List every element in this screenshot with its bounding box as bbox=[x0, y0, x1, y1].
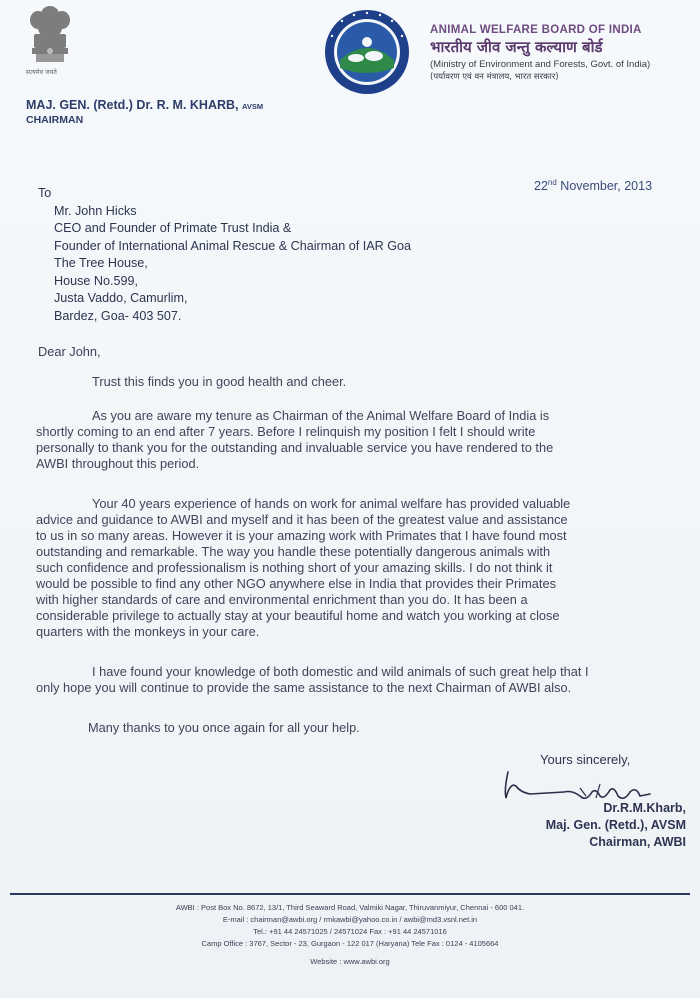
date-suffix: nd bbox=[547, 178, 557, 187]
paragraph-line: As you are aware my tenure as Chairman of the Animal Welfare Board of India is bbox=[92, 408, 550, 423]
salutation: Dear John, bbox=[38, 344, 101, 359]
address-line: Justa Vaddo, Camurlim, bbox=[54, 291, 188, 305]
closing: Yours sincerely, bbox=[540, 752, 631, 767]
recipient-address bbox=[38, 185, 411, 325]
paragraph-3 bbox=[36, 496, 676, 640]
address-line: The Tree House, bbox=[54, 256, 148, 270]
footer-contact bbox=[0, 902, 700, 968]
footer-address: AWBI : Post Box No. 8672, 13/1, Third Seaward Road, Valmiki Nagar, Thiruvanmiyur, Chennai - 600 041. bbox=[175, 903, 525, 912]
signatory-name: Dr.R.M.Kharb, bbox=[603, 801, 686, 815]
footer-camp-office: Camp Office : 3767, Sector - 23, Gurgaon - 122 017 (Haryana) Tele Fax : 0124 - 4105664 bbox=[201, 939, 499, 948]
address-line: CEO and Founder of Primate Trust India & bbox=[54, 221, 292, 235]
paragraph-line: considerable privilege to actually stay at your beautiful home and watch you working at close bbox=[36, 608, 560, 623]
footer-website: Website : www.awbi.org bbox=[310, 957, 390, 966]
address-line: Mr. John Hicks bbox=[54, 203, 137, 218]
date-day: 22 bbox=[534, 179, 548, 194]
signatory-rank: Maj. Gen. (Retd.), AVSM bbox=[545, 818, 686, 832]
footer-divider bbox=[10, 893, 690, 895]
footer-email: E-mail : chairman@awbi.org / rmkawbi@yahoo.co.in / awbi@md3.vsnl.net.in bbox=[222, 915, 478, 924]
address-line: To bbox=[38, 186, 52, 200]
paragraph-line: quarters with the monkeys in your care. bbox=[36, 624, 260, 639]
date-rest: November, 2013 bbox=[560, 179, 653, 194]
chairman-title: CHAIRMAN bbox=[26, 114, 84, 126]
paragraph-line: Your 40 years experience of hands on work for animal welfare has provided valuable bbox=[92, 496, 571, 511]
paragraph-line: AWBI throughout this period. bbox=[36, 456, 200, 471]
address-line: Founder of International Animal Rescue & Chairman of IAR Goa bbox=[54, 238, 412, 253]
chairman-name-text: MAJ. GEN. (Retd.) Dr. R. M. KHARB, bbox=[26, 98, 239, 112]
footer-phone: Tel.: +91 44 24571025 / 24571024 Fax : +91 44 24571016 bbox=[253, 927, 447, 936]
letter-date bbox=[534, 178, 652, 193]
paragraph-line: with higher standards of care and environmental enrichment than you do. It has been a bbox=[36, 592, 528, 607]
paragraph-line: to us in so many areas. However it is your amazing work with Primates that I have found most bbox=[36, 528, 567, 543]
emblem-caption: सत्यमेव जयते bbox=[26, 70, 58, 76]
paragraph-1 bbox=[36, 374, 676, 390]
awbi-logo-icon bbox=[322, 8, 412, 96]
signatory-block bbox=[510, 800, 686, 851]
paragraph-line: Many thanks to you once again for all your help. bbox=[88, 720, 360, 735]
org-name-hindi: भारतीय जीव जन्तु कल्याण बोर्ड bbox=[430, 38, 603, 56]
paragraph-line: personally to thank you for the outstanding and invaluable service you have rendered to the bbox=[36, 440, 554, 455]
paragraph-line: Trust this finds you in good health and cheer. bbox=[92, 374, 347, 389]
ministry-line: (Ministry of Environment and Forests, Govt. of India) bbox=[430, 59, 651, 70]
paragraph-line: advice and guidance to AWBI and myself and it has been of the greatest value and assistance bbox=[36, 512, 568, 527]
address-line: Bardez, Goa- 403 507. bbox=[54, 308, 182, 323]
paragraph-line: such confidence and professionalism is nothing short of your amazing skills. I do not think it bbox=[36, 560, 553, 575]
paragraph-line: outstanding and remarkable. The way you handle these potentially dangerous animals with bbox=[36, 544, 551, 559]
ministry-line-hindi: (पर्यावरण एवं वन मंत्रालय, भारत सरकार) bbox=[430, 72, 559, 82]
paragraph-2 bbox=[36, 408, 676, 472]
org-name: ANIMAL WELFARE BOARD OF INDIA bbox=[430, 24, 642, 36]
paragraph-line: only hope you will continue to provide the same assistance to the next Chairman of AWBI also. bbox=[36, 680, 572, 695]
paragraph-line: shortly coming to an end after 7 years. Before I relinquish my position I felt I should write bbox=[36, 424, 536, 439]
chairman-suffix: AVSM bbox=[242, 102, 264, 111]
org-header bbox=[430, 24, 695, 82]
signatory-title: Chairman, AWBI bbox=[589, 835, 686, 849]
paragraph-4 bbox=[36, 664, 676, 696]
paragraph-5 bbox=[36, 720, 676, 736]
paragraph-line: would be possible to find any other NGO anywhere else in India that provides their Primates bbox=[36, 576, 556, 591]
chairman-name bbox=[26, 98, 263, 112]
address-line: House No.599, bbox=[54, 273, 139, 288]
paragraph-line: I have found your knowledge of both domestic and wild animals of such great help that I bbox=[92, 664, 589, 679]
